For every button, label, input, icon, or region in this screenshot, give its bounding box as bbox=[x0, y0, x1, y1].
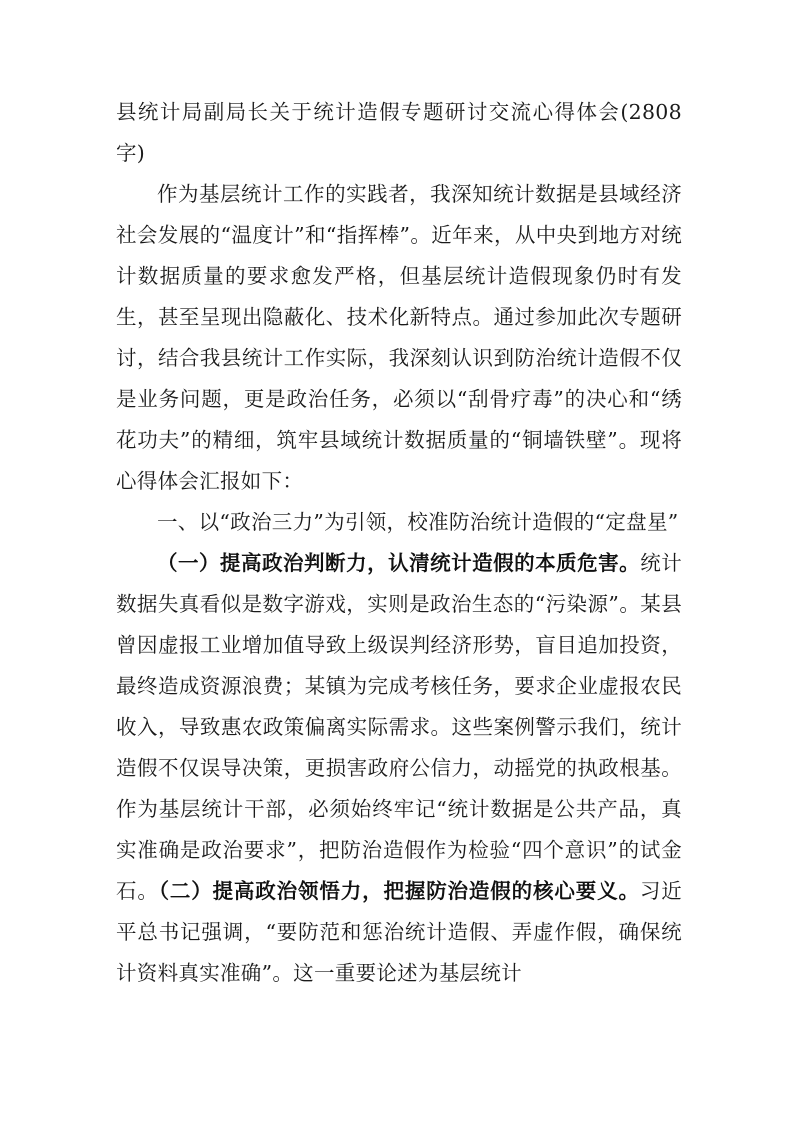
point-paragraph bbox=[116, 543, 682, 994]
point1-title: （一）提高政治判断力，认清统计造假的本质危害。 bbox=[157, 551, 641, 575]
intro-paragraph: 作为基层统计工作的实践者，我深知统计数据是县域经济社会发展的“温度计”和“指挥棒”。近年来，从中央到地方对统计数据质量的要求愈发严格，但基层统计造假现象仍时有发生，甚至呈现出隐蔽化、技术化新特点。通过参加此次专题研讨，结合我县统计工作实际，我深刻认识到防治统计造假不仅是业务问题，更是政治任务，必须以“刮骨疗毒”的决心和“绣花功夫”的精细，筑牢县域统计数据质量的“铜墙铁壁”。现将心得体会汇报如下： bbox=[116, 182, 682, 493]
point2-title: （二）提高政治领悟力，把握防治造假的核心要义。 bbox=[158, 879, 640, 903]
document-body bbox=[116, 92, 682, 994]
point1-body: 统计数据失真看似是数字游戏，实则是政治生态的“污染源”。某县曾因虚报工业增加值导致上级误判经济形势，盲目追加投资，最终造成资源浪费；某镇为完成考核任务，要求企业虚报农民收入，导致惠农政策偏离实际需求。这些案例警示我们，统计造假不仅误导决策，更损害政府公信力，动摇党的执政根基。作为基层统计干部，必须始终牢记“统计数据是公共产品，真实准确是政治要求”，把防治造假作为检验“四个意识”的试金石。 bbox=[116, 551, 682, 903]
point2-body: 习近平总书记强调，“要防范和惩治统计造假、弄虚作假，确保统计资料真实准确”。这一重要论述为基层统计 bbox=[116, 879, 682, 985]
document-title: 县统计局副局长关于统计造假专题研讨交流心得体会(2808字) bbox=[116, 100, 682, 165]
section-heading-1: 一、以“政治三力”为引领，校准防治统计造假的“定盘星” bbox=[157, 510, 679, 534]
